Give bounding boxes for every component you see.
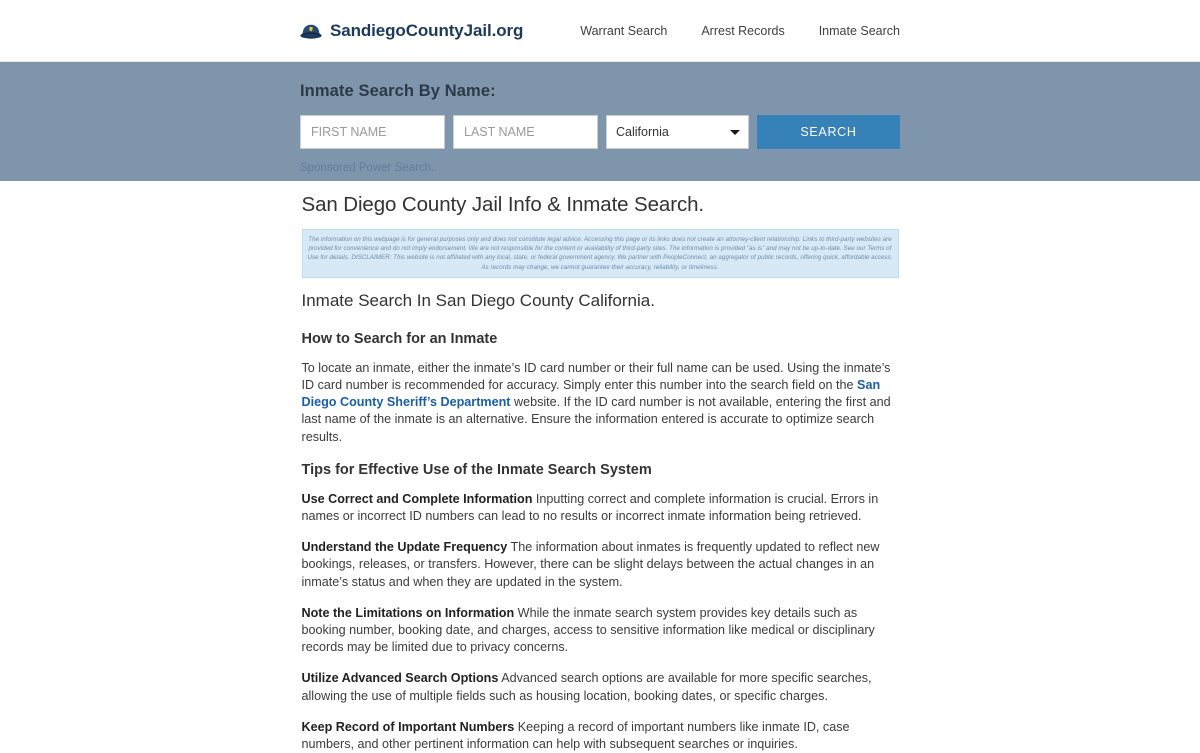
police-cap-icon (300, 23, 322, 39)
inmate-search-band (0, 62, 1200, 181)
tip-item (302, 719, 899, 753)
search-button[interactable]: SEARCH (757, 115, 900, 149)
brand-name: SandiegoCountyJail.org (330, 20, 524, 40)
first-name-input[interactable] (300, 115, 445, 149)
tip-text: Keeping a record of important numbers like inmate ID, case numbers, and other pertinent information can help with subsequent searches or inquiries. (301, 719, 850, 752)
state-select[interactable] (606, 115, 749, 149)
how-to-text-part-2: website. If the ID card number is not available, entering the first and last name of the inmate is an alternative. Ensure the information entered is accurate to optimize search results. (301, 395, 891, 444)
nav-link-warrant-search[interactable]: Warrant Search (580, 23, 668, 38)
how-to-search-paragraph (302, 360, 899, 446)
tip-label: Keep Record of Important Numbers (301, 719, 515, 734)
search-band-title: Inmate Search By Name: (300, 82, 496, 100)
main-content (302, 181, 899, 753)
main-nav (580, 24, 900, 38)
search-band-inner (300, 82, 900, 176)
tip-text: While the inmate search system provides key details such as booking number, booking date, and charges, access to sensitive information like medical or disciplinary records may be limited due to privacy concerns. (301, 605, 875, 655)
tips-heading: Tips for Effective Use of the Inmate Search System (301, 461, 652, 478)
last-name-input[interactable] (453, 115, 598, 149)
nav-link-inmate-search[interactable]: Inmate Search (818, 23, 900, 38)
how-to-text-part-1: To locate an inmate, either the inmate’s ID card number or their full name can be used. Using the inmate’s ID card number is recommended for accuracy. Simply enter this number into the search field on the (301, 360, 891, 393)
state-select-wrapper (606, 115, 749, 149)
nav-link-arrest-records[interactable]: Arrest Records (701, 23, 785, 38)
tip-text: Advanced search options are available for more specific searches, allowing the use of multiple fields such as housing location, booking dates, or specific charges. (301, 671, 872, 703)
header-inner (300, 0, 900, 61)
tip-item (302, 539, 899, 591)
tip-label: Utilize Advanced Search Options (301, 671, 499, 686)
section-title: Inmate Search In San Diego County California. (301, 290, 655, 310)
inmate-search-form (300, 115, 900, 149)
tip-item (302, 605, 899, 657)
tip-item (302, 491, 899, 525)
brand-logo-link[interactable] (300, 21, 523, 41)
how-to-search-heading: How to Search for an Inmate (301, 330, 498, 347)
site-header (0, 0, 1200, 62)
sheriffs-department-link[interactable]: San Diego County Sheriff’s Department (301, 378, 881, 410)
tip-label: Use Correct and Complete Information (301, 491, 533, 506)
sponsored-power-search-link[interactable]: Sponsored Power Search. (300, 162, 435, 174)
tip-label: Note the Limitations on Information (301, 605, 515, 620)
tip-label: Understand the Update Frequency (301, 540, 508, 555)
tip-text: The information about inmates is frequently updated to reflect new bookings, releases, or transfers. However, there can be slight delays between the actual changes in an inmate’s status and when they are updated in the system. (301, 540, 880, 589)
disclaimer-box (302, 229, 899, 278)
tip-item (302, 670, 899, 704)
page-title: San Diego County Jail Info & Inmate Search. (301, 193, 705, 216)
tip-text: Inputting correct and complete information is crucial. Errors in names or incorrect ID numbers can lead to no results or incorrect inmate information being retrieved. (301, 491, 879, 524)
disclaimer-text: The information on this webpage is for general purposes only and does not constitute legal advice. Accessing this page or its links does not create an attorney-client relationship. Links to third-party websites are provided for convenience and do not imply endorsement. We are not responsible for the content or availability of third-party sites. The information is provided "as is" and may not be up-to-date. See our Terms of Use for details. DISCLAIMER: This website is not affiliated with any local, state, or federal government agency. We partner with PeopleConnect, an aggregator of public records, offering quick, affordable access. As records may change, we cannot guarantee their accuracy, reliability, or timeliness. (307, 236, 893, 271)
